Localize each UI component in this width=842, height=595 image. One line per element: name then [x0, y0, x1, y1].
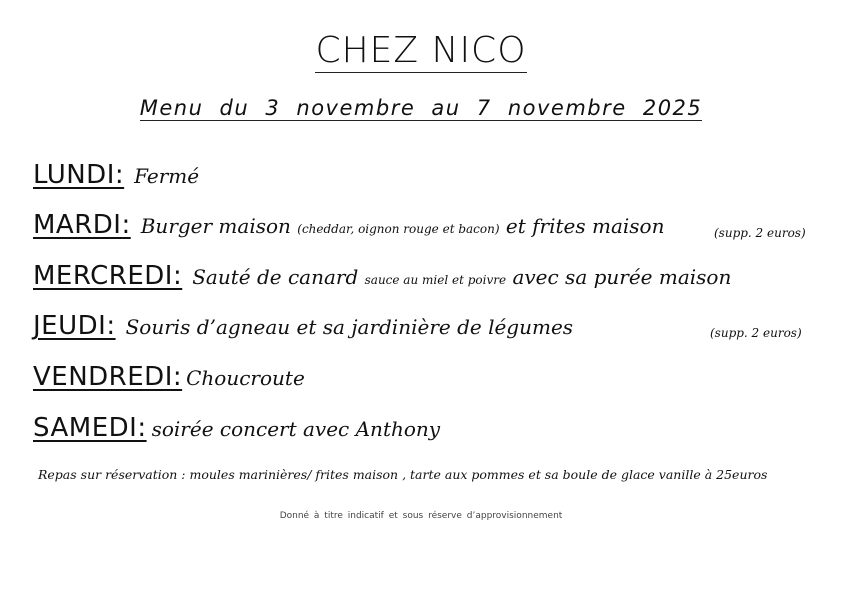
dish-detail: (cheddar, oignon rouge et bacon) [297, 222, 500, 236]
day-label: LUNDI: [33, 160, 125, 190]
menu-dates [0, 96, 842, 120]
menu-row-mercredi [33, 261, 731, 291]
dish-detail: sauce au miel et poivre [364, 273, 507, 287]
menu-row-jeudi [33, 311, 573, 341]
dish-side: avec sa purée maison [512, 265, 732, 289]
dish-side: et frites maison [505, 214, 665, 238]
day-label: MARDI: [33, 210, 131, 240]
menu-row-vendredi [33, 362, 305, 392]
dish-text [141, 214, 665, 238]
day-label: JEUDI: [33, 311, 116, 341]
day-label: VENDREDI: [33, 362, 183, 392]
menu-row-lundi [33, 160, 199, 190]
dish-text [192, 265, 731, 289]
restaurant-title-text: CHEZ NICO [315, 30, 527, 71]
menu-dates-text: Menu du 3 novembre au 7 novembre 2025 [139, 96, 703, 120]
menu-row-mardi [33, 210, 664, 240]
dish-text: Souris d’agneau et sa jardinière de légumes [125, 315, 574, 339]
dish-main: Sauté de canard [192, 265, 359, 289]
menu-row-samedi [33, 413, 440, 443]
dish-text: soirée concert avec Anthony [151, 417, 441, 441]
dish-main: Burger maison [140, 214, 291, 238]
restaurant-title [0, 30, 842, 71]
disclaimer-footer: Donné à titre indicatif et sous réserve d’approvisionnement [279, 511, 563, 521]
day-label: SAMEDI: [33, 413, 147, 443]
day-label: MERCREDI: [33, 261, 183, 291]
reservation-note: Repas sur réservation : moules marinières/ frites maison , tarte aux pommes et sa boule de glace vanille à 25euros [38, 467, 768, 482]
dish-text: Choucroute [186, 366, 305, 390]
dish-text: Fermé [134, 164, 200, 188]
supplement-jeudi: (supp. 2 euros) [710, 326, 802, 340]
supplement-mardi: (supp. 2 euros) [714, 226, 806, 240]
